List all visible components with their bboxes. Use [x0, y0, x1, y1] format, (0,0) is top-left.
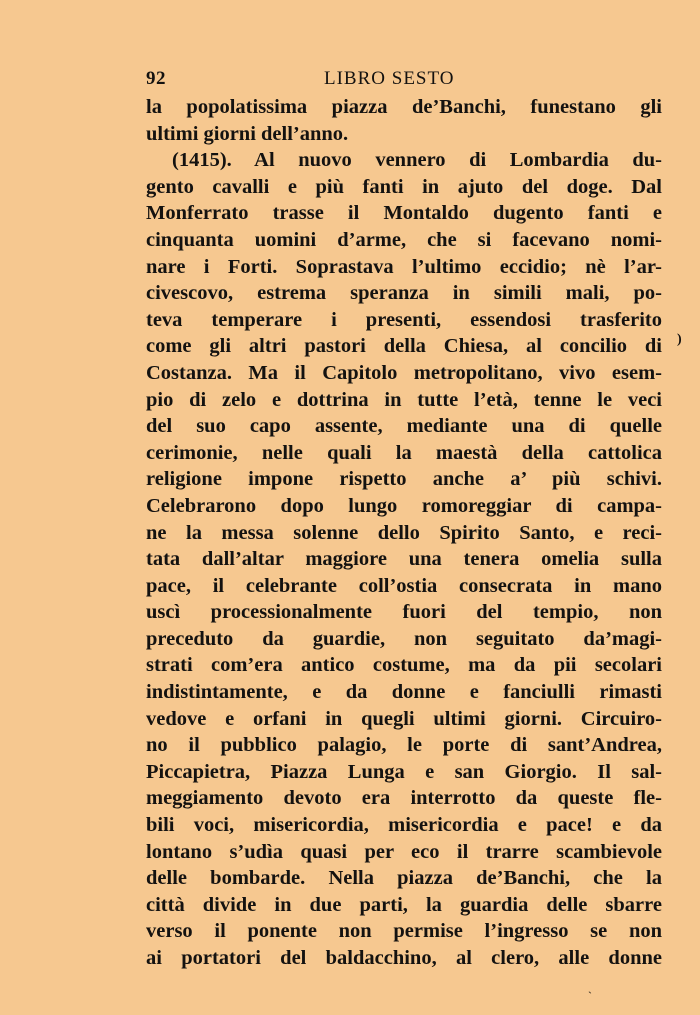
text-line-17: ne la messa solenne dello Spirito Santo, e reci-	[146, 521, 662, 544]
running-head	[146, 64, 662, 94]
text-line-32: verso il ponente non permise l’ingresso se non	[146, 920, 662, 943]
body-text	[146, 94, 662, 972]
text-line-22: strati com’era antico costume, ma da pii secolari	[146, 654, 662, 677]
text-line-15: religione impone rispetto anche a’ più schivi.	[146, 468, 662, 491]
text-line-7: nare i Forti. Soprastava l’ultimo eccidio; nè l’ar-	[146, 255, 662, 278]
text-line-19: pace, il celebrante coll’ostia consecrata in mano	[146, 574, 662, 597]
text-line-1: la popolatissima piazza de’Banchi, funestano gli	[146, 96, 662, 118]
text-line-25: no il pubblico palagio, le porte di sant’Andrea,	[146, 734, 662, 757]
text-line-8: civescovo, estrema speranza in simili mali, po-	[146, 282, 662, 305]
text-line-12: pio di zelo e dottrina in tutte l’età, tenne le veci	[146, 388, 662, 411]
text-line-3: (1415). Al nuovo vennero di Lombardia du-	[172, 149, 662, 172]
text-line-13: del suo capo assente, mediante una di quelle	[146, 415, 662, 438]
margin-mark: )	[677, 332, 682, 347]
text-line-30: delle bombarde. Nella piazza de’Banchi, che la	[146, 867, 662, 890]
text-line-31: città divide in due parti, la guardia delle sbarre	[146, 893, 662, 916]
text-line-29: lontano s’udìa quasi per eco il trarre scambievole	[146, 840, 662, 863]
text-line-2: ultimi giorni dell’anno.	[146, 122, 349, 145]
text-line-9: teva temperare i presenti, essendosi trasferito	[146, 308, 662, 331]
text-line-6: cinquanta uomini d’arme, che si facevano nomi-	[146, 228, 662, 251]
text-line-4: gento cavalli e più fanti in ajuto del doge. Dal	[146, 175, 662, 198]
page-number: 92	[146, 68, 166, 89]
ink-speck: ˏ	[588, 980, 592, 994]
text-line-5: Monferrato trasse il Montaldo dugento fanti e	[146, 202, 662, 225]
text-line-24: vedove e orfani in quegli ultimi giorni. Circuiro-	[146, 707, 662, 730]
text-line-14: cerimonie, nelle quali la maestà della cattolica	[146, 441, 662, 464]
text-line-20: uscì processionalmente fuori del tempio, non	[146, 601, 662, 624]
book-title: LIBRO SESTO	[324, 68, 455, 89]
page-text-block	[146, 64, 662, 972]
text-line-21: preceduto da guardie, non seguitato da’magi-	[146, 627, 662, 650]
text-line-18: tata dall’altar maggiore una tenera omelia sulla	[146, 548, 662, 571]
text-line-23: indistintamente, e da donne e fanciulli rimasti	[146, 681, 662, 704]
text-line-10: come gli altri pastori della Chiesa, al concilio di	[146, 335, 662, 358]
text-line-27: meggiamento devoto era interrotto da queste fle-	[146, 787, 662, 810]
text-line-26: Piccapietra, Piazza Lunga e san Giorgio. Il sal-	[146, 760, 662, 783]
text-line-16: Celebrarono dopo lungo romoreggiar di campa-	[146, 494, 662, 517]
text-line-33: ai portatori del baldacchino, al clero, alle donne	[146, 947, 662, 969]
text-line-28: bili voci, misericordia, misericordia e pace! e da	[146, 814, 662, 837]
text-line-11: Costanza. Ma il Capitolo metropolitano, vivo esem-	[146, 361, 662, 384]
